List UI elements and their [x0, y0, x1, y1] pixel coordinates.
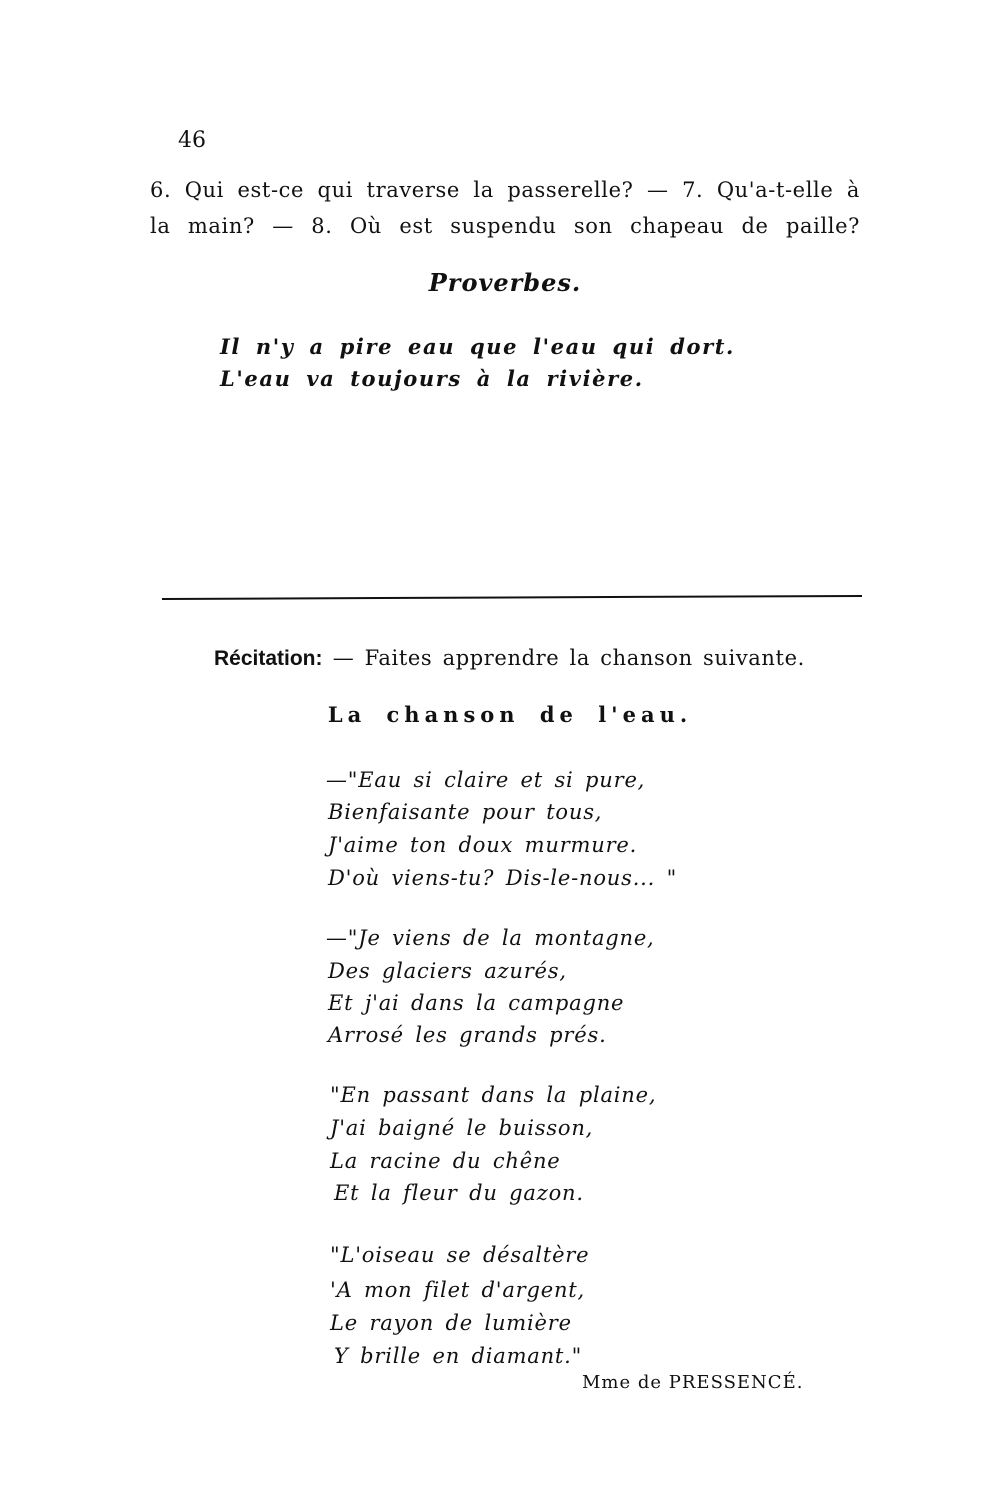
poem-line: D'où viens-tu? Dis-le-nous... ": [328, 866, 678, 890]
proverb-1: Il n'y a pire eau que l'eau qui dort.: [220, 334, 735, 359]
poem-line: Et la fleur du gazon.: [334, 1181, 584, 1205]
poem-line: Arrosé les grands prés.: [328, 1023, 607, 1047]
poem-line: Bienfaisante pour tous,: [328, 800, 603, 824]
poem-line: —"Je viens de la montagne,: [326, 926, 655, 950]
poem-line: "L'oiseau se désaltère: [330, 1243, 590, 1267]
poem-line: 'A mon filet d'argent,: [330, 1278, 586, 1302]
poem-line: La racine du chêne: [330, 1149, 561, 1173]
poem-line: J'aime ton doux murmure.: [328, 833, 638, 857]
page-number: 46: [178, 128, 206, 153]
question-line-2: la main? — 8. Où est suspendu son chapeau de paille?: [150, 214, 860, 238]
song-title: La chanson de l'eau.: [327, 702, 693, 727]
proverb-2: L'eau va toujours à la rivière.: [220, 366, 644, 391]
poem-line: J'ai baigné le buisson,: [330, 1116, 594, 1140]
poem-line: "En passant dans la plaine,: [330, 1083, 657, 1107]
poem-line: Et j'ai dans la campagne: [328, 991, 625, 1015]
poem-line: Y brille en diamant.": [334, 1344, 583, 1368]
poem-line: Le rayon de lumière: [330, 1311, 572, 1335]
exercise-questions: [150, 172, 860, 244]
recitation-text: — Faites apprendre la chanson suivante.: [332, 646, 805, 670]
author-signature: Mme de PRESSENCÉ.: [582, 1372, 804, 1393]
poem-line: Des glaciers azurés,: [328, 959, 567, 983]
question-line-1: 6. Qui est-ce qui traverse la passerelle? — 7. Qu'a-t-elle à: [150, 178, 860, 202]
poem-line: —"Eau si claire et si pure,: [326, 768, 646, 792]
recitation-instruction: [214, 646, 805, 671]
proverbs-heading: Proverbes.: [428, 268, 582, 297]
recitation-label: Récitation:: [214, 647, 323, 670]
section-divider: [162, 595, 862, 600]
